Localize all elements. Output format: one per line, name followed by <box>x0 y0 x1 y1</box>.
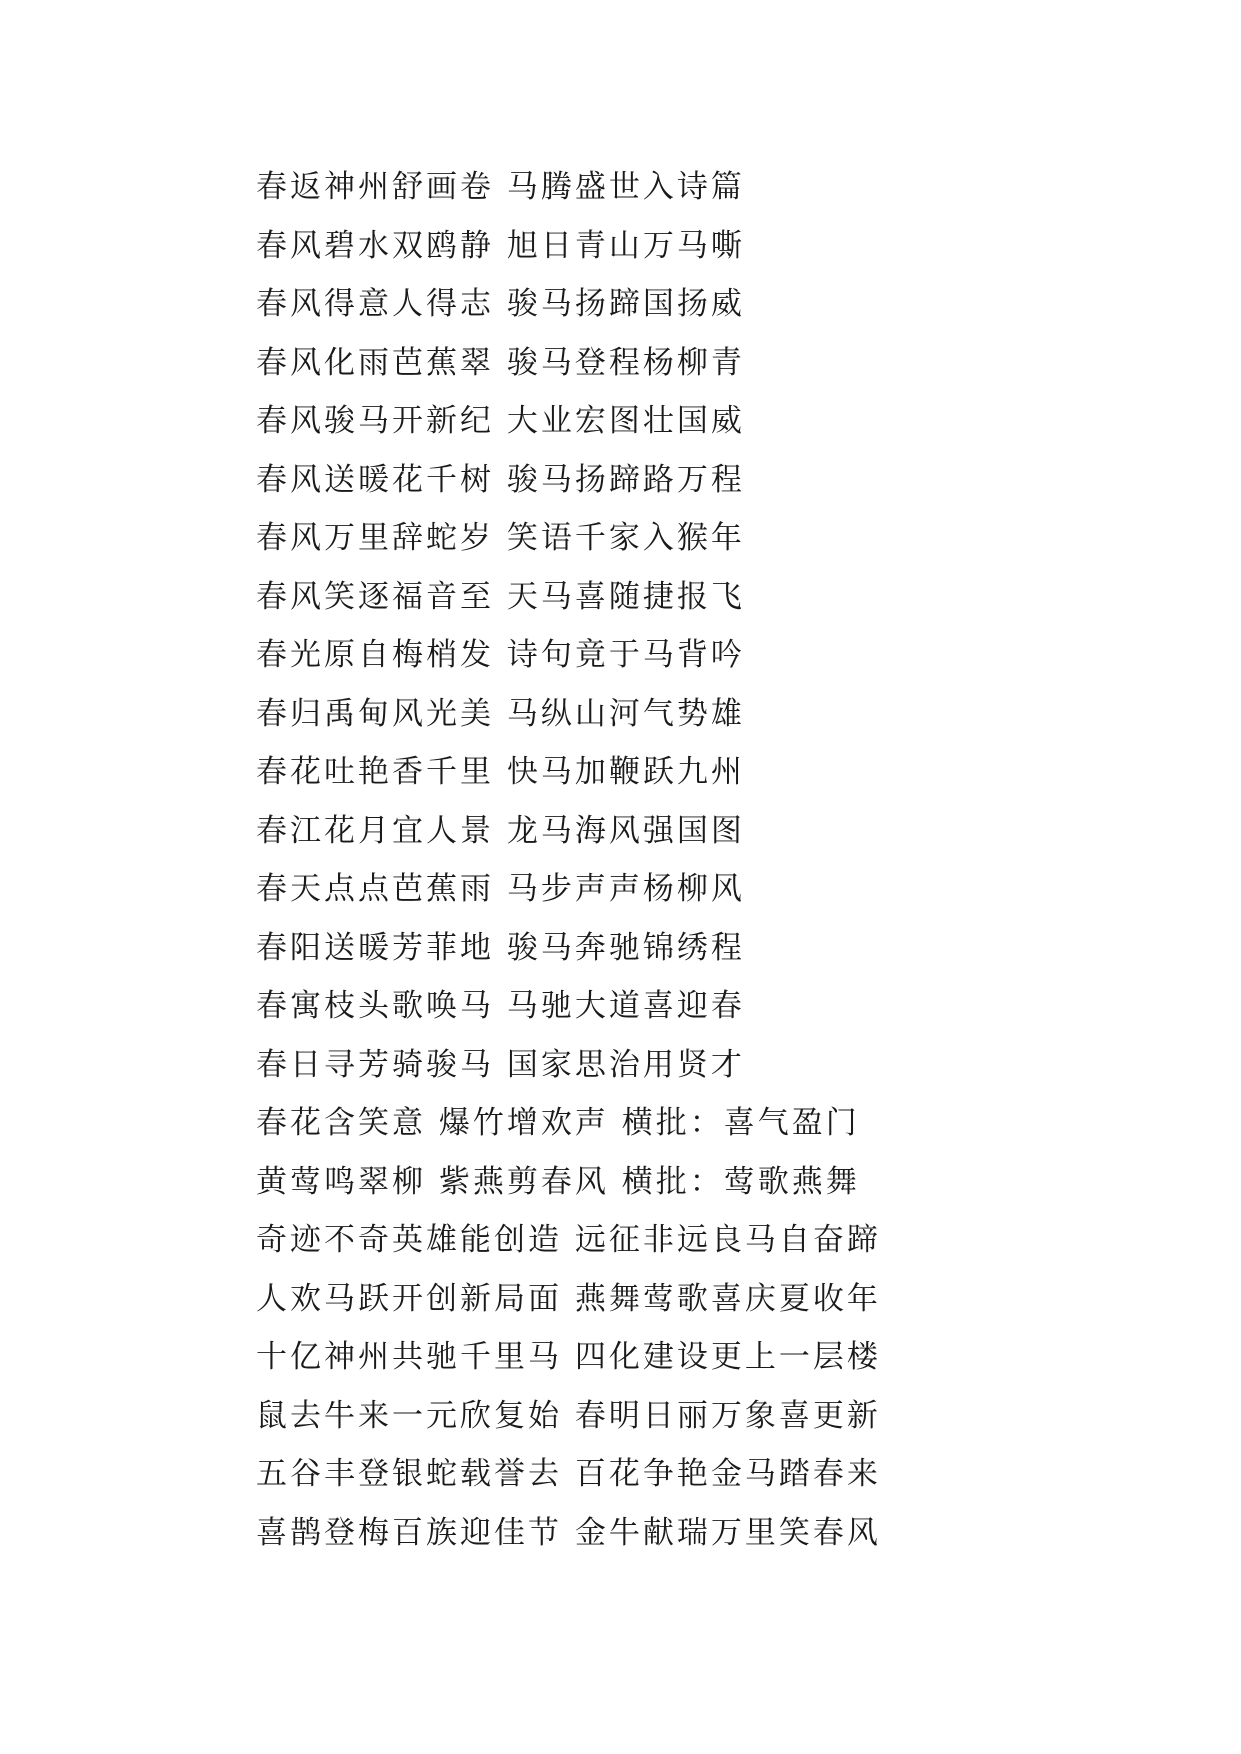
couplet-line: 春天点点芭蕉雨 马步声声杨柳风 <box>256 871 745 907</box>
couplet-line-with-banner: 春花含笑意 爆竹增欢声 横批：喜气盈门 <box>256 1105 860 1141</box>
couplet-line: 春风送暖花千树 骏马扬蹄路万程 <box>256 461 745 498</box>
couplet-line-with-banner: 黄莺鸣翠柳 紫燕剪春风 横批：莺歌燕舞 <box>256 1163 860 1200</box>
couplet-line: 喜鹊登梅百族迎佳节 金牛献瑞万里笑春风 <box>256 1514 881 1551</box>
couplet-line: 春风化雨芭蕉翠 骏马登程杨柳青 <box>256 344 745 381</box>
couplet-line: 春寓枝头歌唤马 马驰大道喜迎春 <box>256 988 745 1024</box>
couplet-line: 鼠去牛来一元欣复始 春明日丽万象喜更新 <box>256 1397 881 1434</box>
couplet-line: 十亿神州共驰千里马 四化建设更上一层楼 <box>256 1339 881 1375</box>
couplet-line: 春光原自梅梢发 诗句竟于马背吟 <box>256 637 745 673</box>
couplet-line: 春日寻芳骑骏马 国家思治用贤才 <box>256 1046 745 1083</box>
couplet-line: 春阳送暖芳菲地 骏马奔驰锦绣程 <box>256 929 745 966</box>
couplet-line: 春风得意人得志 骏马扬蹄国扬威 <box>256 286 745 322</box>
couplet-line: 五谷丰登银蛇载誉去 百花争艳金马踏春来 <box>256 1456 881 1492</box>
couplet-line: 春风碧水双鸥静 旭日青山万马嘶 <box>256 227 745 264</box>
couplet-line: 奇迹不奇英雄能创造 远征非远良马自奋蹄 <box>256 1222 881 1258</box>
couplet-line: 春风笑逐福音至 天马喜随捷报飞 <box>256 578 745 615</box>
couplet-line: 春返神州舒画卷 马腾盛世入诗篇 <box>256 169 745 205</box>
couplet-line: 春花吐艳香千里 快马加鞭跃九州 <box>256 754 745 790</box>
couplet-line: 春江花月宜人景 龙马海风强国图 <box>256 812 745 849</box>
couplet-list <box>256 158 881 1562</box>
couplet-line: 春风万里辞蛇岁 笑语千家入猴年 <box>256 520 745 556</box>
couplet-line: 春归禹甸风光美 马纵山河气势雄 <box>256 695 745 732</box>
couplet-line: 春风骏马开新纪 大业宏图壮国威 <box>256 403 745 439</box>
couplet-line: 人欢马跃开创新局面 燕舞莺歌喜庆夏收年 <box>256 1280 881 1317</box>
